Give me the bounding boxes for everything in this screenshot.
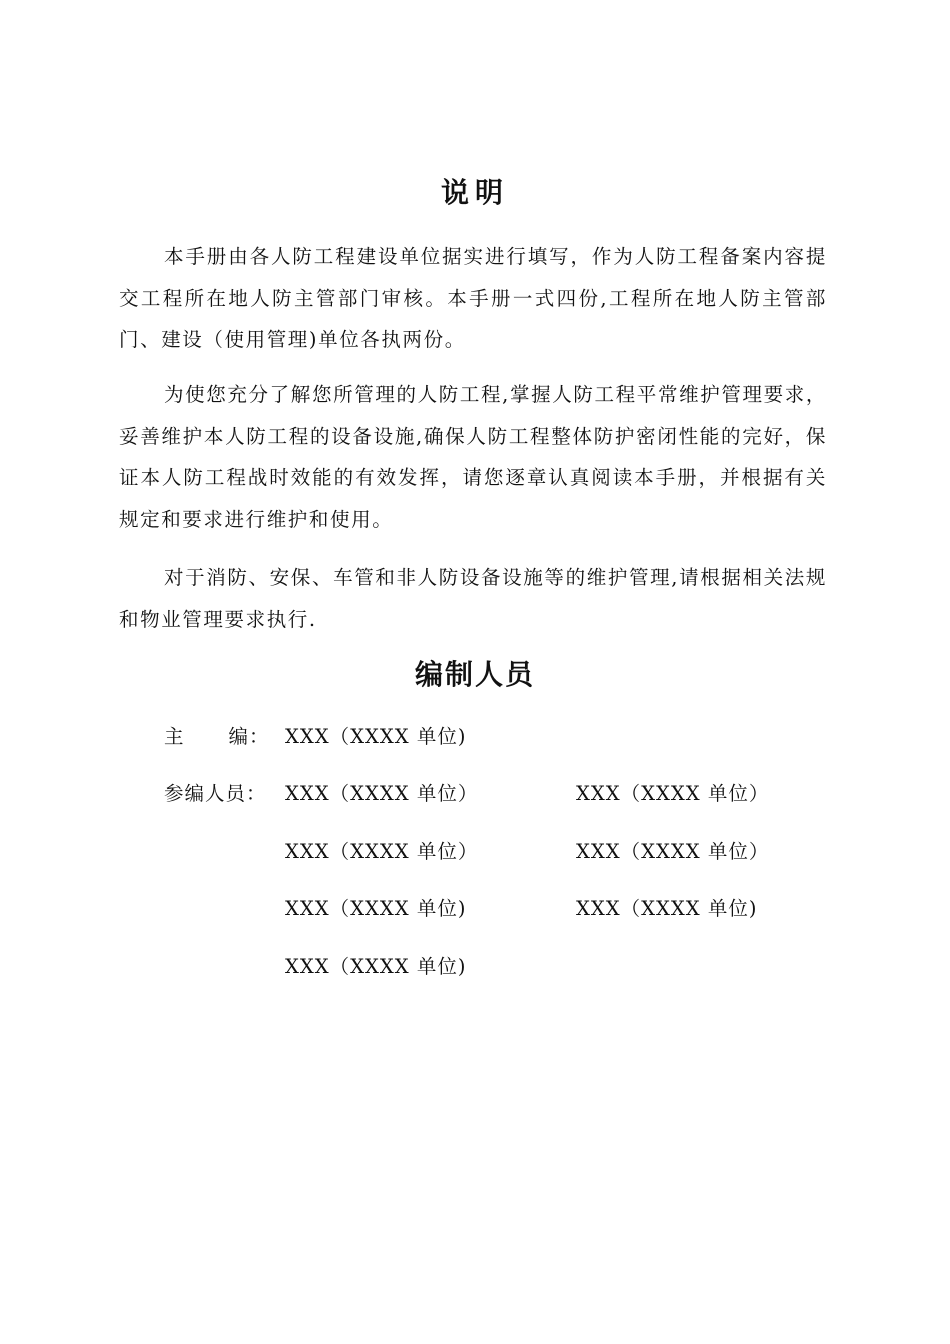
member-entry: XXX（XXXX 单位) (576, 897, 758, 920)
member-entry: XXX（XXXX 单位） (285, 840, 479, 863)
intro-paragraph: 本手册由各人防工程建设单位据实进行填写，作为人防工程备案内容提交工程所在地人防主管部门审核。本手册一式四份,工程所在地人防主管部门、建设（使用管理)单位各执两份。 (119, 245, 827, 351)
page-title: 说明 (440, 176, 509, 209)
chief-editor-label (164, 723, 270, 751)
chief-label-start: 主 (164, 725, 185, 748)
members-label: 参编人员： (164, 782, 267, 805)
scope-paragraph: 对于消防、安保、车管和非人防设备设施等的维护管理,请根据相关法规和物业管理要求执行. (119, 566, 827, 631)
staff-section-title: 编制人员 (414, 658, 535, 691)
chief-label-end: 编： (228, 725, 270, 748)
member-entry: XXX（XXXX 单位) (285, 955, 467, 978)
chief-editor-value: XXX（XXXX 单位) (285, 725, 467, 748)
member-entry: XXX（XXXX 单位) (285, 897, 467, 920)
member-entry: XXX（XXXX 单位） (285, 782, 479, 805)
member-entry: XXX（XXXX 单位） (576, 840, 770, 863)
purpose-paragraph: 为使您充分了解您所管理的人防工程,掌握人防工程平常维护管理要求，妥善维护本人防工程的设备设施,确保人防工程整体防护密闭性能的完好，保证本人防工程战时效能的有效发挥，请您逐章认真阅读本手册，并根据有关规定和要求进行维护和使用。 (119, 383, 827, 531)
member-entry: XXX（XXXX 单位） (576, 782, 770, 805)
